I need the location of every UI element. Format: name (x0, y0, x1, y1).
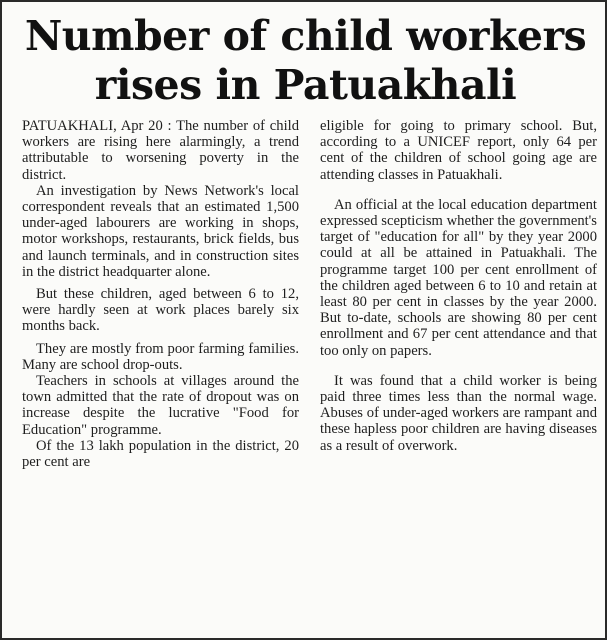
left-column (22, 118, 299, 470)
paragraph-wages: It was found that a child worker is being paid three times less than the normal wage. Abuses of under-aged workers are rampant and these hapless poor children are having diseases as a result of overwork. (320, 372, 597, 454)
paragraph-teachers: Teachers in schools at villages around the town admitted that the rate of dropout was on increase despite the lucrative "Food for Education" programme. (22, 373, 299, 438)
paragraph-families: They are mostly from poor farming families. Many are school drop-outs. (22, 340, 299, 373)
headline-line-2: rises in Patuakhali (94, 61, 517, 109)
paragraph-investigation: An investigation by News Network's local correspondent reveals that an estimated 1,500 under-aged labourers are working in shops, motor workshops, restaurants, brick fields, bus and launch terminals, and in construction sites in the district headquarter alone. (22, 182, 299, 280)
paragraph-ages: But these children, aged between 6 to 12, were hardly seen at work places barely six months back. (22, 286, 299, 335)
headline (2, 12, 607, 110)
paragraph-official: An official at the local education department expressed scepticism whether the government's target of "education for all" by they year 2000 could at all be attained in Patuakhali. The programme target 100 per cent enrollment of the children aged between 6 to 10 and retain at least 80 per cent in classes by the year 2000. But to-date, schools are showing 80 per cent enrollment and 67 per cent attendance and that too only on papers. (320, 196, 597, 359)
headline-line-1: Number of child workers (24, 12, 587, 60)
paragraph-dateline: PATUAKHALI, Apr 20 : The number of child workers are rising here alarmingly, a trend attributable to worsening poverty in the district. (22, 118, 299, 183)
paragraph-unicef: eligible for going to primary school. But, according to a UNICEF report, only 64 per cent of the children of school going age are attending classes in Patuakhali. (320, 118, 597, 183)
right-column (320, 118, 597, 454)
paragraph-population: Of the 13 lakh population in the district, 20 per cent are (22, 437, 299, 471)
